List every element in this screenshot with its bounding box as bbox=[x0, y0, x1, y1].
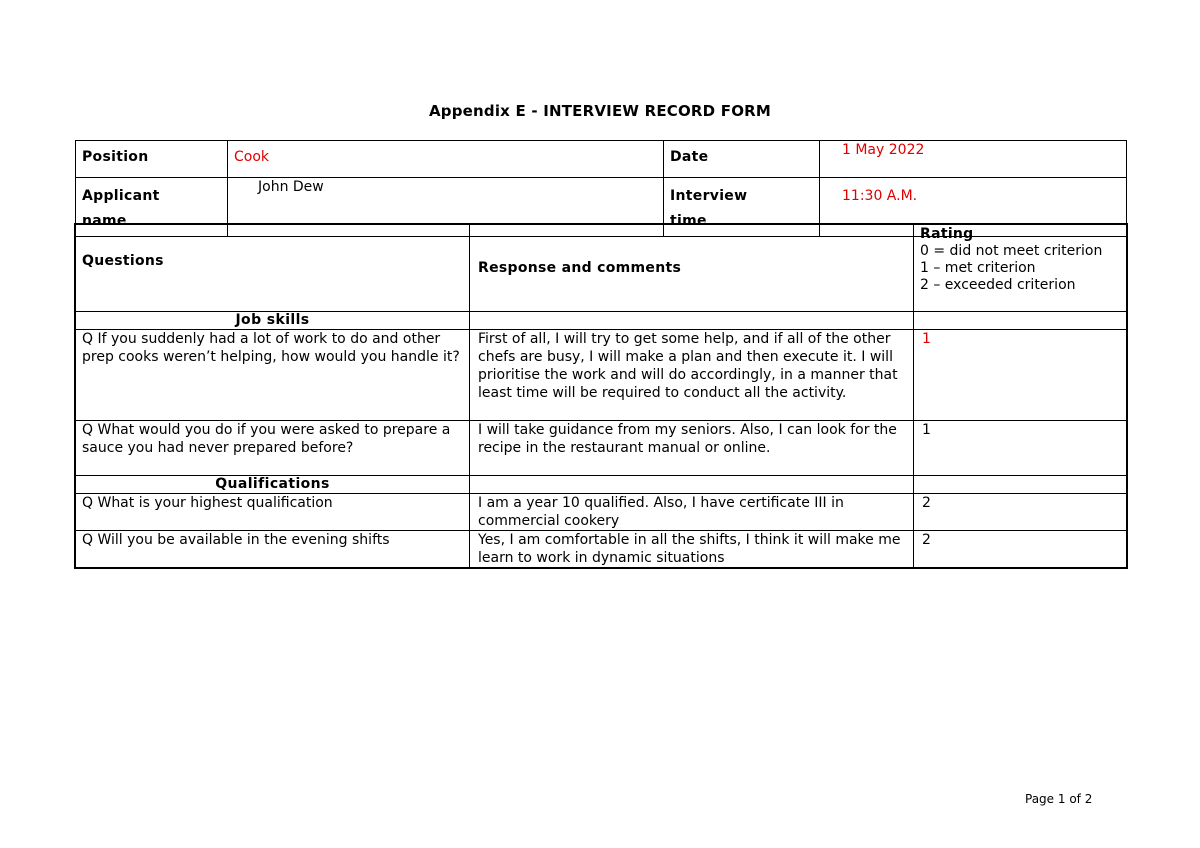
response-cell: I will take guidance from my seniors. Also, I can look for the recipe in the restaurant manual or online. bbox=[470, 421, 914, 476]
rating-cell: 1 bbox=[914, 330, 1127, 421]
rating-title: Rating bbox=[920, 226, 974, 242]
applicant-value: John Dew bbox=[228, 178, 664, 237]
section-empty-cell bbox=[914, 312, 1127, 330]
questions-table bbox=[75, 224, 1127, 568]
section-empty-cell bbox=[470, 476, 914, 494]
position-label: Position bbox=[76, 141, 228, 178]
section-empty-cell bbox=[470, 312, 914, 330]
response-cell: Yes, I am comfortable in all the shifts, I think it will make me learn to work in dynamic situations bbox=[470, 531, 914, 568]
table-row bbox=[76, 531, 1127, 568]
header-row-position bbox=[76, 141, 1127, 178]
rating-cell: 2 bbox=[914, 494, 1127, 531]
response-column-header: Response and comments bbox=[470, 225, 914, 312]
question-cell: Q If you suddenly had a lot of work to do and other prep cooks weren’t helping, how would you handle it? bbox=[76, 330, 470, 421]
section-row-job-skills bbox=[76, 312, 1127, 330]
rating-cell: 1 bbox=[914, 421, 1127, 476]
response-cell: First of all, I will try to get some help, and if all of the other chefs are busy, I will make a plan and then execute it. I will prioritise the work and will do accordingly, in a manner that least time will be required to conduct all the activity. bbox=[470, 330, 914, 421]
section-label-qualifications: Qualifications bbox=[76, 476, 470, 494]
interview-label-line1: Interview bbox=[670, 188, 748, 204]
document-title: Appendix E - INTERVIEW RECORD FORM bbox=[428, 102, 772, 120]
section-row-qualifications bbox=[76, 476, 1127, 494]
response-cell: I am a year 10 qualified. Also, I have certificate III in commercial cookery bbox=[470, 494, 914, 531]
date-value: 1 May 2022 bbox=[820, 141, 1127, 178]
applicant-label-line1: Applicant bbox=[82, 188, 160, 204]
question-cell: Q What is your highest qualification bbox=[76, 494, 470, 531]
interview-label-line2: time bbox=[670, 213, 707, 229]
questions-column-header: Questions bbox=[76, 225, 470, 312]
interview-time-value: 11:30 A.M. bbox=[820, 178, 1127, 237]
rating-cell: 2 bbox=[914, 531, 1127, 568]
rating-legend-0: 0 = did not meet criterion bbox=[920, 243, 1103, 259]
interview-header-table bbox=[75, 140, 1127, 237]
date-label: Date bbox=[664, 141, 820, 178]
section-label-job-skills: Job skills bbox=[76, 312, 470, 330]
rating-column-header bbox=[914, 225, 1127, 312]
table-row bbox=[76, 494, 1127, 531]
position-value: Cook bbox=[228, 141, 664, 178]
rating-legend-2: 2 – exceeded criterion bbox=[920, 277, 1076, 293]
rating-legend-1: 1 – met criterion bbox=[920, 260, 1036, 276]
question-cell: Q What would you do if you were asked to prepare a sauce you had never prepared before? bbox=[76, 421, 470, 476]
question-cell: Q Will you be available in the evening shifts bbox=[76, 531, 470, 568]
table-row bbox=[76, 421, 1127, 476]
questions-header-row bbox=[76, 225, 1127, 312]
applicant-label-line2: name bbox=[82, 213, 127, 229]
table-row bbox=[76, 330, 1127, 421]
page-number: Page 1 of 2 bbox=[1025, 792, 1093, 806]
section-empty-cell bbox=[914, 476, 1127, 494]
